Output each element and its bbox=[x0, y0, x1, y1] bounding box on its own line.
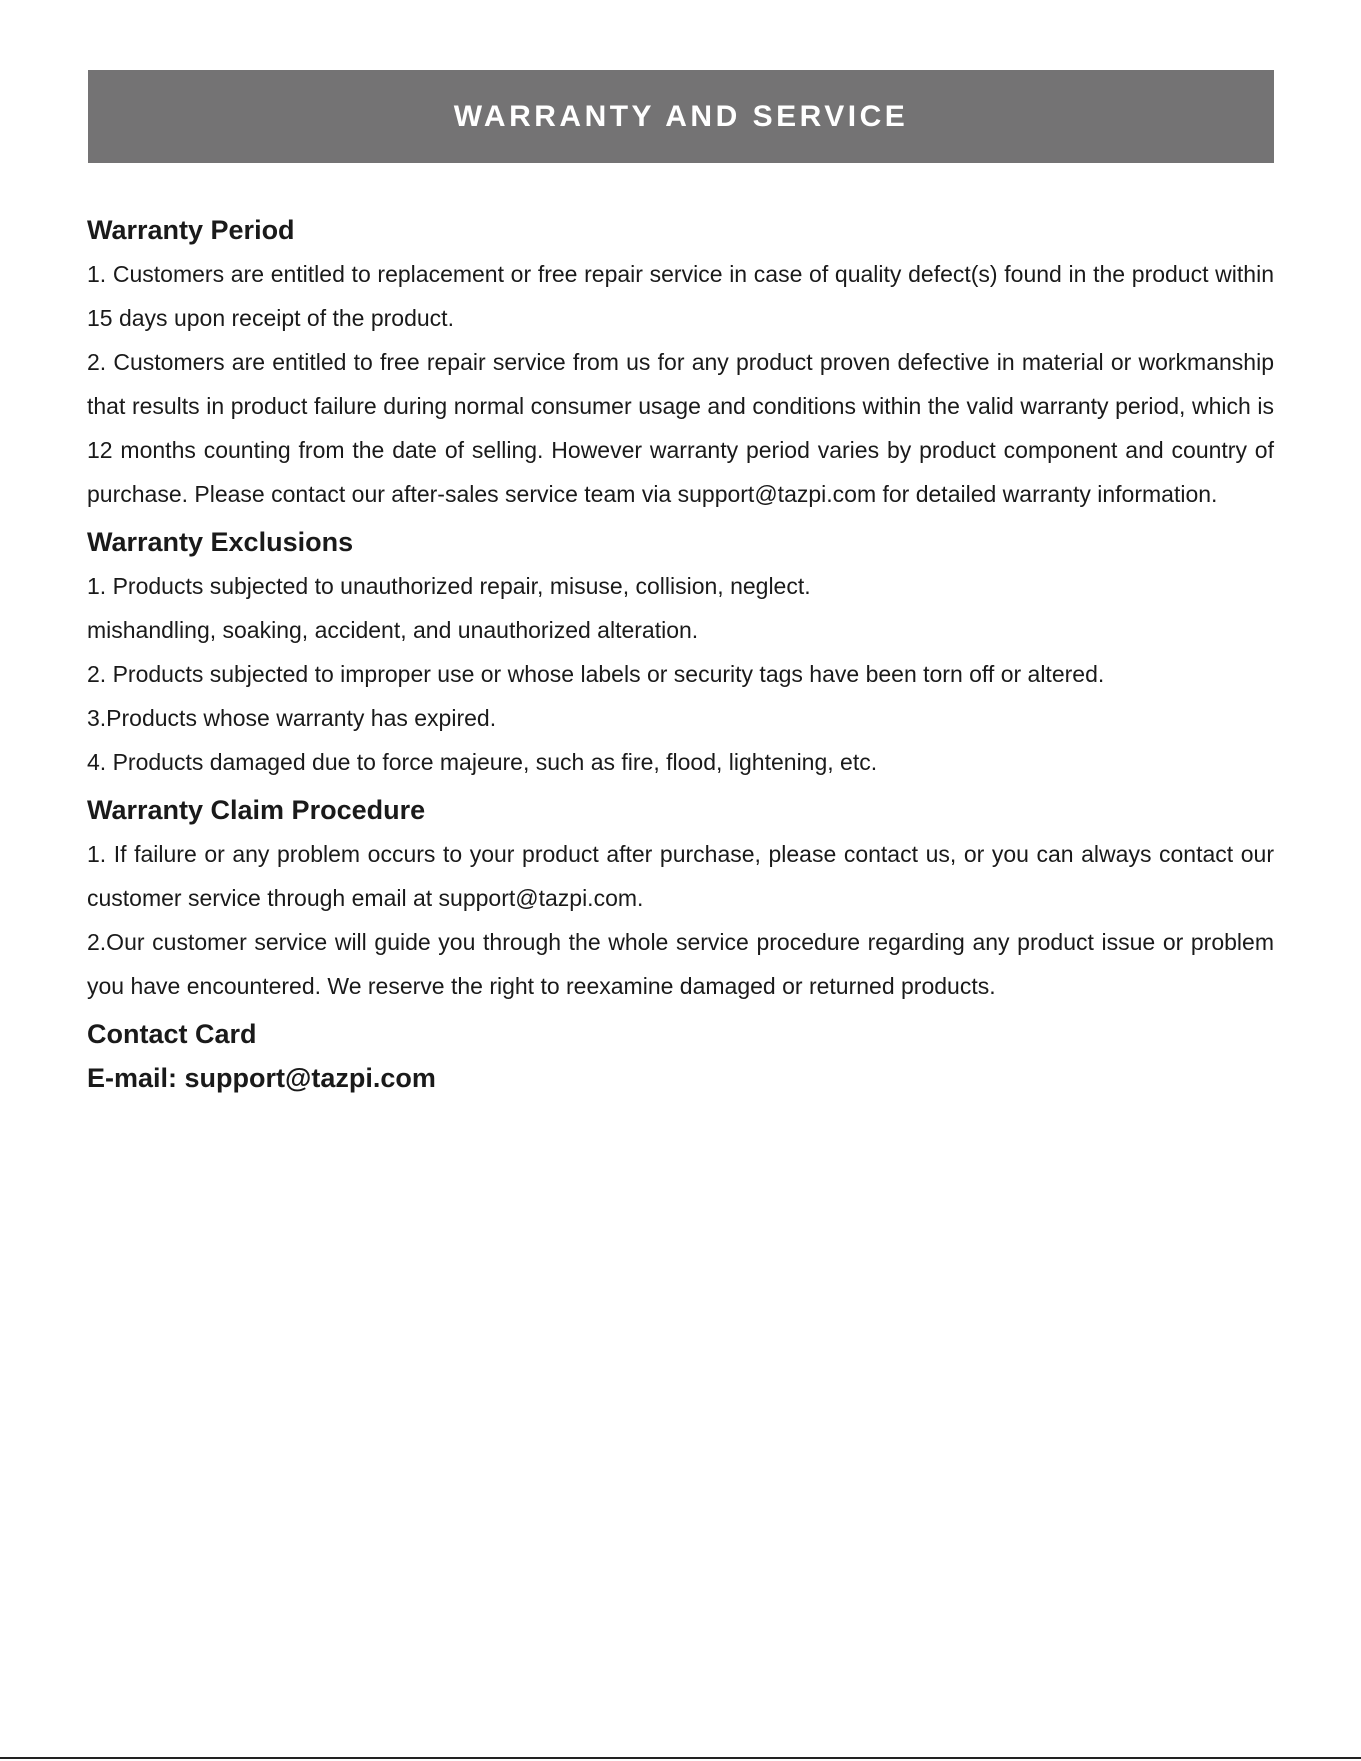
warranty-period-paragraph-1: 1. Customers are entitled to replacement or free repair service in case of quality defect(s) found in the product within 15 days upon receipt of the product. bbox=[87, 261, 1274, 331]
warranty-claim-heading: Warranty Claim Procedure bbox=[87, 795, 426, 825]
contact-email: E-mail: support@tazpi.com bbox=[87, 1063, 436, 1093]
exclusion-item: 3.Products whose warranty has expired. bbox=[87, 705, 497, 731]
page-title: WARRANTY AND SERVICE bbox=[453, 99, 909, 133]
page-title-banner bbox=[88, 70, 1274, 163]
contact-card-section bbox=[87, 1012, 1274, 1100]
warranty-claim-paragraph-1: 1. If failure or any problem occurs to your product after purchase, please contact us, or you can always contact our customer service through email at support@tazpi.com. bbox=[87, 841, 1274, 911]
warranty-claim-paragraph-2: 2.Our customer service will guide you through the whole service procedure regarding any product issue or problem you have encountered. We reserve the right to reexamine damaged or returned products. bbox=[87, 929, 1274, 999]
bottom-divider bbox=[0, 1757, 1361, 1759]
contact-card-heading: Contact Card bbox=[87, 1019, 257, 1049]
warranty-period-paragraph-2: 2. Customers are entitled to free repair service from us for any product proven defective in material or workmanship that results in product failure during normal consumer usage and conditions within the valid warranty period, which is 12 months counting from the date of selling. However warranty period varies by product component and country of purchase. Please contact our after-sales service team via support@tazpi.com for detailed warranty information. bbox=[87, 349, 1274, 507]
exclusion-item: mishandling, soaking, accident, and unauthorized alteration. bbox=[87, 617, 699, 643]
warranty-claim-section bbox=[87, 788, 1274, 1008]
warranty-exclusions-heading: Warranty Exclusions bbox=[87, 527, 354, 557]
exclusion-item: 4. Products damaged due to force majeure, such as fire, flood, lightening, etc. bbox=[87, 749, 878, 775]
exclusion-item: 1. Products subjected to unauthorized repair, misuse, collision, neglect. bbox=[87, 573, 811, 599]
document-body bbox=[87, 208, 1274, 1100]
warranty-period-heading: Warranty Period bbox=[87, 215, 295, 245]
exclusion-item: 2. Products subjected to improper use or whose labels or security tags have been torn off or altered. bbox=[87, 661, 1105, 687]
warranty-period-section bbox=[87, 208, 1274, 516]
warranty-exclusions-section bbox=[87, 520, 1274, 784]
